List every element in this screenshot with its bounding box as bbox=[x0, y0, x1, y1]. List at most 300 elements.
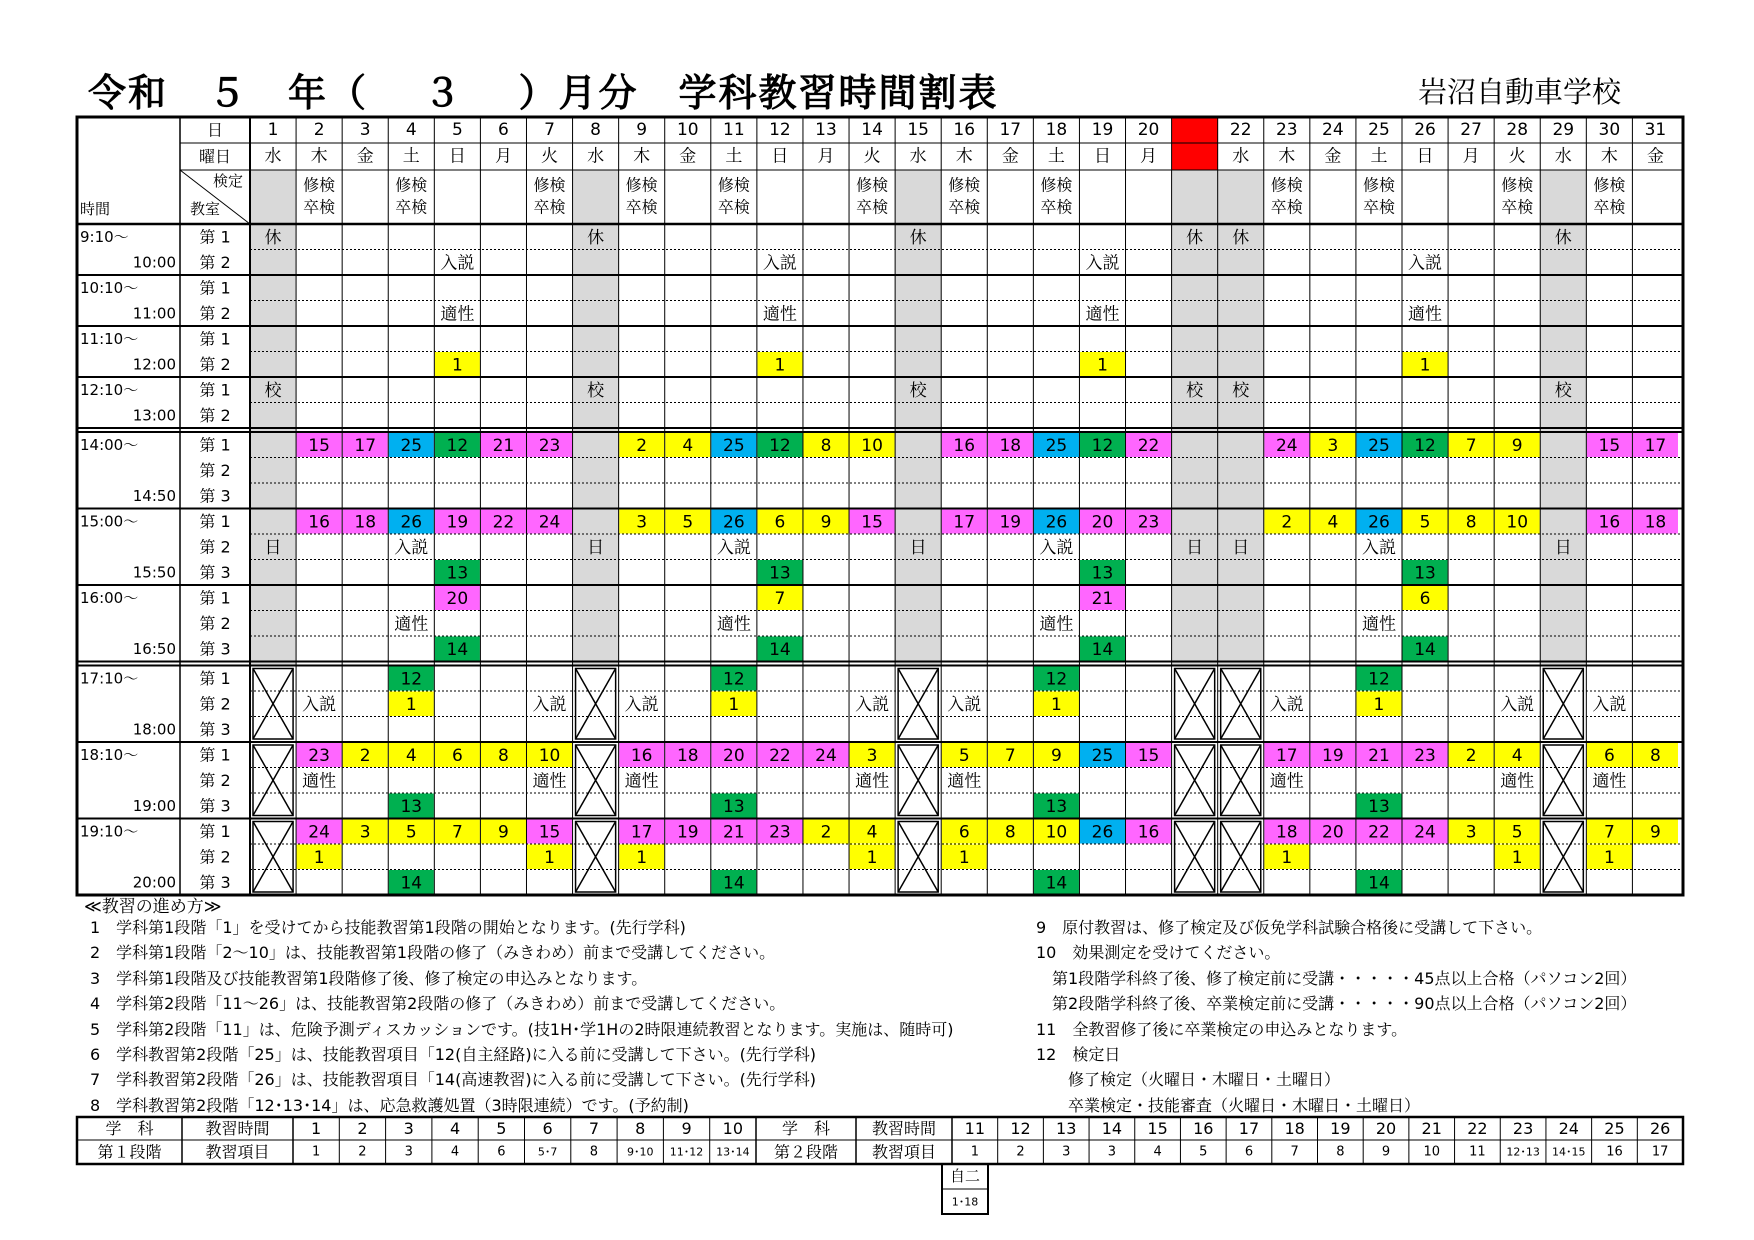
notes-title: ≪教習の進め方≫ bbox=[84, 897, 222, 917]
cell-label: 1 bbox=[451, 355, 463, 376]
page-title: 令和 ５ 年（ ３ ）月分 学科教習時間割表 bbox=[88, 71, 999, 115]
day-number: 18 bbox=[1045, 120, 1068, 140]
cell-label: 20 bbox=[446, 588, 469, 609]
kentei-mark-bottom: 卒検 bbox=[1501, 197, 1534, 217]
cell-label: 14 bbox=[1091, 639, 1114, 660]
jikan-header-label: 時間 bbox=[80, 200, 111, 218]
room-label: 第 3 bbox=[199, 719, 231, 739]
weekday-label: 日 bbox=[1093, 146, 1111, 167]
cell-label: 入説 bbox=[855, 694, 890, 715]
cell-label: 休 bbox=[909, 227, 927, 248]
cell-label: 休 bbox=[1554, 227, 1572, 248]
cell-label: 20 bbox=[723, 745, 745, 766]
day-number: 3 bbox=[359, 120, 371, 140]
cell-label: 入説 bbox=[1408, 253, 1443, 274]
kentei-mark-top: 修検 bbox=[1593, 175, 1626, 195]
cell-label: 25 bbox=[1368, 435, 1390, 456]
stage1-item: 13･14 bbox=[716, 1145, 750, 1159]
cell-label: 12 bbox=[400, 669, 423, 690]
cell-label: 1 bbox=[1281, 847, 1293, 868]
cell-label: 23 bbox=[1137, 512, 1160, 533]
cell-label: 4 bbox=[1327, 512, 1339, 533]
cell-label: 入説 bbox=[1085, 253, 1120, 274]
room-label: 第 2 bbox=[199, 405, 231, 425]
cell-label: 24 bbox=[1275, 435, 1298, 456]
cell-label: 5 bbox=[1511, 822, 1523, 843]
cell-label: 9 bbox=[1050, 745, 1062, 766]
cell-label: 9 bbox=[820, 512, 832, 533]
kentei-mark-bottom: 卒検 bbox=[1362, 197, 1395, 217]
cell-label: 12 bbox=[1045, 669, 1068, 690]
cell-label: 2 bbox=[820, 822, 832, 843]
cell-label: 1 bbox=[405, 694, 417, 715]
block-end-time: 11:00 bbox=[132, 304, 176, 323]
cell-label: 入説 bbox=[302, 694, 337, 715]
cell-label: 7 bbox=[1004, 745, 1016, 766]
stage2-item: 8 bbox=[1336, 1144, 1345, 1160]
cell-label: 15 bbox=[861, 512, 883, 533]
block-start-time: 9:10～ bbox=[80, 227, 129, 246]
cell-label: 16 bbox=[1598, 512, 1621, 533]
weekday-label: 日 bbox=[448, 146, 466, 167]
weekday-label: 月 bbox=[494, 146, 512, 167]
note-item: 8 学科教習第2段階「12･13･14」は、応急救護処置（3時限連続）です。(予約制) bbox=[90, 1095, 689, 1115]
weekday-label: 土 bbox=[1047, 146, 1065, 167]
stage2-item: 4 bbox=[1153, 1144, 1162, 1160]
day-number: 30 bbox=[1598, 120, 1621, 140]
kentei-mark-bottom: 卒検 bbox=[948, 197, 981, 217]
cell-label: 5 bbox=[958, 745, 970, 766]
stage2-item: 9 bbox=[1381, 1144, 1391, 1160]
cell-label: 5 bbox=[405, 822, 417, 843]
cell-label: 12 bbox=[1368, 669, 1390, 690]
note-item: 7 学科教習第2段階「26」は、技能教習項目「14(高速教習)に入る前に受講して下さい。(先行学科) bbox=[90, 1070, 817, 1090]
weekday-label: 土 bbox=[725, 146, 743, 167]
cell-label: 8 bbox=[1004, 822, 1016, 843]
cell-label: 18 bbox=[1644, 512, 1667, 533]
extra-label-top: 自二 bbox=[949, 1167, 981, 1185]
cell-label: 10 bbox=[1506, 512, 1529, 533]
cell-label: 入説 bbox=[394, 537, 429, 558]
weekday-label: 火 bbox=[863, 146, 881, 167]
block-end-time: 18:00 bbox=[132, 720, 176, 739]
cell-label: 適性 bbox=[1269, 771, 1304, 792]
weekday-label: 火 bbox=[1508, 146, 1526, 167]
cell-label: 1 bbox=[1097, 355, 1108, 376]
note-item: 5 学科第2段階「11」は、危険予測ディスカッションです。(技1H･学1Hの2時限連続教習となります。実施は、随時可) bbox=[90, 1019, 954, 1039]
day-number: 9 bbox=[636, 120, 648, 140]
cell-label: 7 bbox=[1465, 435, 1477, 456]
stage2-hour: 14 bbox=[1101, 1119, 1123, 1138]
cell-label: 1 bbox=[728, 694, 740, 715]
cell-label: 10 bbox=[861, 435, 883, 456]
cell-label: 17 bbox=[953, 512, 976, 533]
cell-label: 2 bbox=[1465, 745, 1477, 766]
cell-label: 19 bbox=[676, 822, 699, 843]
cell-label: 7 bbox=[774, 588, 786, 609]
day-number: 5 bbox=[451, 120, 463, 140]
cell-label: 14 bbox=[1368, 873, 1390, 894]
kentei-mark-top: 修検 bbox=[533, 175, 566, 195]
stage2-item: 12･13 bbox=[1506, 1145, 1540, 1159]
cell-label: 日 bbox=[1186, 537, 1204, 558]
cell-label: 13 bbox=[769, 563, 791, 584]
stage1-hour: 7 bbox=[588, 1119, 600, 1138]
day-number: 29 bbox=[1552, 120, 1575, 140]
cell-label: 適性 bbox=[1361, 614, 1396, 635]
stage1-item: 4 bbox=[450, 1144, 460, 1160]
kentei-mark-top: 修検 bbox=[625, 175, 658, 195]
day-number: 13 bbox=[815, 120, 837, 140]
kentei-mark-bottom: 卒検 bbox=[533, 197, 566, 217]
cell-label: 24 bbox=[308, 822, 330, 843]
cell-label: 21 bbox=[492, 435, 515, 456]
block-end-time: 10:00 bbox=[132, 253, 176, 272]
room-label: 第 2 bbox=[199, 252, 231, 272]
cell-label: 14 bbox=[400, 873, 423, 894]
cell-label: 16 bbox=[308, 512, 330, 533]
cell-label: 13 bbox=[1414, 563, 1436, 584]
cell-label: 日 bbox=[1232, 537, 1250, 558]
day-number: 6 bbox=[498, 120, 509, 140]
cell-label: 6 bbox=[774, 512, 786, 533]
stage2-hour: 13 bbox=[1056, 1119, 1077, 1138]
cell-label: 25 bbox=[400, 435, 423, 456]
day-number: 22 bbox=[1229, 120, 1252, 140]
kentei-mark-bottom: 卒検 bbox=[625, 197, 658, 217]
cell-label: 9 bbox=[498, 822, 509, 843]
cell-label: 校 bbox=[587, 380, 605, 401]
day-number: 16 bbox=[953, 120, 976, 140]
kentei-mark-top: 修検 bbox=[1501, 175, 1534, 195]
cell-label: 4 bbox=[682, 435, 694, 456]
cell-label: 適性 bbox=[762, 304, 797, 325]
weekday-label: 水 bbox=[1554, 146, 1572, 167]
cell-label: 日 bbox=[1554, 537, 1572, 558]
note-item: 4 学科第2段階「11～26」は、技能教習第2段階の修了（みきわめ）前まで受講してください。 bbox=[90, 994, 786, 1014]
kentei-mark-top: 修検 bbox=[395, 175, 428, 195]
stage1-hour: 1 bbox=[311, 1119, 322, 1138]
cell-label: 日 bbox=[264, 537, 282, 558]
cell-label: 入説 bbox=[1361, 537, 1396, 558]
cell-label: 6 bbox=[958, 822, 970, 843]
block-start-time: 10:10～ bbox=[80, 278, 139, 297]
room-label: 第 3 bbox=[199, 796, 231, 816]
cell-label: 19 bbox=[999, 512, 1022, 533]
cell-label: 適性 bbox=[302, 771, 337, 792]
stage2-hour: 26 bbox=[1649, 1119, 1671, 1138]
cell-label: 13 bbox=[1368, 796, 1390, 817]
cell-label: 適性 bbox=[947, 771, 982, 792]
block-start-time: 11:10～ bbox=[80, 329, 139, 348]
cell-label: 休 bbox=[587, 227, 605, 248]
stage1-hour: 3 bbox=[403, 1119, 414, 1138]
cell-label: 19 bbox=[1322, 745, 1344, 766]
stage2-hour: 16 bbox=[1193, 1119, 1214, 1138]
day-number: 26 bbox=[1414, 120, 1436, 140]
cell-label: 17 bbox=[354, 435, 377, 456]
note-item: 2 学科第1段階「2～10」は、技能教習第1段階の修了（みきわめ）前まで受講してください。 bbox=[90, 943, 776, 963]
cell-label: 10 bbox=[1045, 822, 1068, 843]
cell-label: 14 bbox=[769, 639, 791, 660]
room-label: 第 1 bbox=[199, 745, 231, 765]
block-start-time: 18:10～ bbox=[80, 745, 139, 764]
kyoshitsu-header-label: 教室 bbox=[189, 200, 221, 218]
cell-label: 18 bbox=[1275, 822, 1298, 843]
cell-label: 1 bbox=[313, 847, 325, 868]
cell-label: 14 bbox=[446, 639, 469, 660]
room-label: 第 2 bbox=[199, 537, 231, 557]
stage1-item: 5･7 bbox=[537, 1145, 558, 1159]
stage1-item: 2 bbox=[358, 1144, 367, 1160]
note-item: 11 全教習修了後に卒業検定の申込みとなります。 bbox=[1036, 1019, 1408, 1039]
cell-label: 日 bbox=[909, 537, 927, 558]
cell-label: 2 bbox=[1281, 512, 1293, 533]
cell-label: 15 bbox=[1598, 435, 1621, 456]
day-header-label: 日 bbox=[206, 120, 224, 140]
note-item: 9 原付教習は、修了検定及び仮免学科試験合格後に受講して下さい。 bbox=[1036, 918, 1543, 937]
kentei-mark-bottom: 卒検 bbox=[1270, 197, 1303, 217]
cell-label: 校 bbox=[1232, 380, 1250, 401]
note-item: 6 学科教習第2段階「25」は、技能教習項目「12(自主経路)に入る前に受講して下さい。(先行学科) bbox=[90, 1045, 817, 1064]
weekday-label: 木 bbox=[310, 146, 328, 167]
note-item: 1 学科第1段階「1」を受けてから技能教習第1段階の開始となります。(先行学科) bbox=[90, 918, 686, 937]
cell-label: 26 bbox=[1368, 512, 1390, 533]
cell-label: 24 bbox=[1414, 822, 1436, 843]
block-end-time: 12:00 bbox=[132, 355, 176, 374]
cell-label: 8 bbox=[1465, 512, 1477, 533]
day-number: 10 bbox=[676, 120, 699, 140]
stage2-hour: 15 bbox=[1147, 1119, 1168, 1138]
room-label: 第 2 bbox=[199, 354, 231, 374]
cell-label: 休 bbox=[1232, 227, 1250, 248]
note-item: 12 検定日 bbox=[1036, 1045, 1121, 1064]
stage1-item: 9･10 bbox=[627, 1145, 654, 1159]
weekday-label: 木 bbox=[955, 146, 973, 167]
cell-label: 12 bbox=[1414, 435, 1436, 456]
stage2-item: 14･15 bbox=[1552, 1145, 1586, 1159]
cell-label: 22 bbox=[492, 512, 515, 533]
cell-label: 13 bbox=[446, 563, 469, 584]
stage2-item: 6 bbox=[1244, 1144, 1254, 1160]
block-start-time: 14:00～ bbox=[80, 435, 139, 454]
weekday-label: 土 bbox=[402, 146, 420, 167]
room-label: 第 2 bbox=[199, 303, 231, 323]
day-number: 25 bbox=[1368, 120, 1390, 140]
cell-label: 4 bbox=[405, 745, 417, 766]
cell-label: 適性 bbox=[532, 771, 567, 792]
block-end-time: 19:00 bbox=[132, 796, 176, 815]
cell-label: 適性 bbox=[1500, 771, 1535, 792]
cell-label: 18 bbox=[676, 745, 699, 766]
stage1-hour: 5 bbox=[496, 1119, 507, 1138]
cell-label: 21 bbox=[1091, 588, 1114, 609]
day-number: 17 bbox=[999, 120, 1022, 140]
cell-label: 適性 bbox=[440, 304, 475, 325]
kentei-mark-top: 修検 bbox=[303, 175, 336, 195]
cell-label: 26 bbox=[1091, 822, 1114, 843]
cell-label: 1 bbox=[1603, 847, 1615, 868]
cell-label: 入説 bbox=[1500, 694, 1535, 715]
cell-label: 1 bbox=[866, 847, 878, 868]
stage1-item: 1 bbox=[312, 1144, 321, 1160]
cell-label: 5 bbox=[1419, 512, 1431, 533]
cell-label: 1 bbox=[774, 355, 786, 376]
stage2-item: 7 bbox=[1290, 1144, 1299, 1160]
stage2-item: 5 bbox=[1199, 1144, 1208, 1160]
cell-label: 5 bbox=[682, 512, 694, 533]
stage1-hour: 2 bbox=[357, 1119, 368, 1138]
cell-label: 14 bbox=[723, 873, 745, 894]
cell-label: 23 bbox=[308, 745, 330, 766]
weekday-label: 木 bbox=[1600, 146, 1618, 167]
weekday-label: 水 bbox=[587, 146, 605, 167]
cell-label: 校 bbox=[909, 380, 927, 401]
cell-label: 23 bbox=[538, 435, 561, 456]
cell-label: 13 bbox=[1045, 796, 1068, 817]
stage2-hour: 20 bbox=[1375, 1119, 1397, 1138]
cell-label: 13 bbox=[400, 796, 423, 817]
cell-label: 26 bbox=[723, 512, 745, 533]
cell-label: 22 bbox=[1137, 435, 1160, 456]
weekday-label: 金 bbox=[1646, 146, 1664, 167]
cell-label: 26 bbox=[400, 512, 423, 533]
cell-label: 18 bbox=[999, 435, 1022, 456]
stage1-item: 11･12 bbox=[669, 1145, 704, 1159]
stage2-item: 17 bbox=[1651, 1144, 1669, 1160]
weekday-label: 日 bbox=[771, 146, 789, 167]
note-item: 修了検定（火曜日・木曜日・土曜日） bbox=[1036, 1070, 1341, 1090]
stage1-item: 8 bbox=[589, 1144, 599, 1160]
cell-label: 入説 bbox=[1039, 537, 1074, 558]
cell-label: 入説 bbox=[947, 694, 982, 715]
stage1-hour: 8 bbox=[635, 1119, 646, 1138]
room-label: 第 1 bbox=[199, 511, 231, 531]
stage1-label-top: 学 科 bbox=[105, 1119, 154, 1138]
stage1-hour: 9 bbox=[681, 1119, 692, 1138]
cell-label: 9 bbox=[1650, 822, 1661, 843]
cell-label: 3 bbox=[866, 745, 878, 766]
cell-label: 1 bbox=[636, 847, 648, 868]
cell-label: 16 bbox=[953, 435, 976, 456]
kentei-mark-top: 修検 bbox=[1270, 175, 1303, 195]
day-number: 4 bbox=[405, 120, 417, 140]
kentei-mark-bottom: 卒検 bbox=[395, 197, 428, 217]
day-number: 24 bbox=[1322, 120, 1344, 140]
weekday-label: 月 bbox=[1140, 146, 1158, 167]
cell-label: 適性 bbox=[716, 614, 751, 635]
cell-label: 適性 bbox=[1408, 304, 1443, 325]
room-label: 第 3 bbox=[199, 872, 231, 892]
cell-label: 21 bbox=[1368, 745, 1390, 766]
stage1-item: 6 bbox=[497, 1144, 506, 1160]
cell-label: 24 bbox=[538, 512, 561, 533]
kentei-mark-top: 修検 bbox=[856, 175, 889, 195]
cell-label: 3 bbox=[359, 822, 371, 843]
day-number: 28 bbox=[1506, 120, 1529, 140]
cell-label: 7 bbox=[1603, 822, 1615, 843]
stage2-hour: 19 bbox=[1330, 1119, 1351, 1138]
stage2-item: 2 bbox=[1016, 1144, 1025, 1160]
cell-label: 6 bbox=[1419, 588, 1431, 609]
note-item: 10 効果測定を受けてください。 bbox=[1036, 943, 1281, 963]
room-label: 第 3 bbox=[199, 562, 231, 582]
weekday-label: 火 bbox=[541, 146, 559, 167]
cell-label: 4 bbox=[866, 822, 878, 843]
day-number: 20 bbox=[1137, 120, 1160, 140]
cell-label: 16 bbox=[630, 745, 653, 766]
cell-label: 入説 bbox=[762, 253, 797, 274]
note-item: 第2段階学科終了後、卒業検定前に受講・・・・・90点以上合格（パソコン2回） bbox=[1036, 994, 1637, 1014]
block-end-time: 15:50 bbox=[132, 563, 176, 582]
cell-label: 20 bbox=[1091, 512, 1114, 533]
stage2-label-bottom: 第２段階 bbox=[773, 1142, 839, 1162]
kentei-mark-bottom: 卒検 bbox=[1040, 197, 1073, 217]
cell-label: 7 bbox=[451, 822, 463, 843]
cell-label: 日 bbox=[587, 537, 605, 558]
weekday-label: 月 bbox=[1462, 146, 1480, 167]
cell-label: 4 bbox=[1511, 745, 1523, 766]
cell-label: 15 bbox=[308, 435, 330, 456]
stage2-label-top: 学 科 bbox=[781, 1119, 831, 1138]
room-label: 第 2 bbox=[199, 694, 231, 714]
cell-label: 適性 bbox=[1085, 304, 1120, 325]
cell-label: 18 bbox=[354, 512, 377, 533]
cell-label: 入説 bbox=[716, 537, 751, 558]
stage2-hour: 22 bbox=[1467, 1119, 1488, 1138]
weekday-header-label: 曜日 bbox=[198, 147, 232, 166]
cell-label: 6 bbox=[451, 745, 463, 766]
day-number: 1 bbox=[267, 120, 279, 140]
room-label: 第 1 bbox=[199, 329, 231, 349]
cell-label: 入説 bbox=[532, 694, 567, 715]
stage1-hour: 10 bbox=[722, 1119, 744, 1138]
cell-label: 入説 bbox=[1592, 694, 1627, 715]
day-number: 27 bbox=[1460, 120, 1482, 140]
stage2-hour: 17 bbox=[1238, 1119, 1260, 1138]
cell-label: 19 bbox=[446, 512, 469, 533]
block-start-time: 15:00～ bbox=[80, 512, 139, 531]
cell-label: 12 bbox=[446, 435, 469, 456]
kentei-mark-bottom: 卒検 bbox=[1593, 197, 1626, 217]
cell-label: 25 bbox=[1091, 745, 1114, 766]
room-label: 第 1 bbox=[199, 380, 231, 400]
cell-label: 適性 bbox=[1039, 614, 1074, 635]
cell-label: 13 bbox=[1091, 563, 1114, 584]
cell-label: 15 bbox=[1137, 745, 1160, 766]
cell-label: 24 bbox=[815, 745, 837, 766]
day-number: 8 bbox=[590, 120, 602, 140]
cell-label: 21 bbox=[723, 822, 745, 843]
cell-label: 17 bbox=[1644, 435, 1667, 456]
room-label: 第 1 bbox=[199, 278, 231, 298]
cell-label: 22 bbox=[1368, 822, 1390, 843]
room-label: 第 1 bbox=[199, 668, 231, 688]
weekday-label: 日 bbox=[1416, 146, 1434, 167]
stage2-hour: 21 bbox=[1421, 1119, 1442, 1138]
weekday-label: 水 bbox=[1232, 146, 1250, 167]
day-number: 2 bbox=[313, 120, 325, 140]
day-number: 7 bbox=[544, 120, 555, 140]
day-number: 19 bbox=[1091, 120, 1114, 140]
room-label: 第 2 bbox=[199, 460, 231, 480]
kentei-mark-top: 修検 bbox=[1362, 175, 1395, 195]
cell-label: 14 bbox=[1414, 639, 1436, 660]
weekday-label: 金 bbox=[356, 146, 374, 167]
cell-label: 1 bbox=[1050, 694, 1062, 715]
cell-label: 2 bbox=[636, 435, 648, 456]
cell-label: 適性 bbox=[394, 614, 429, 635]
